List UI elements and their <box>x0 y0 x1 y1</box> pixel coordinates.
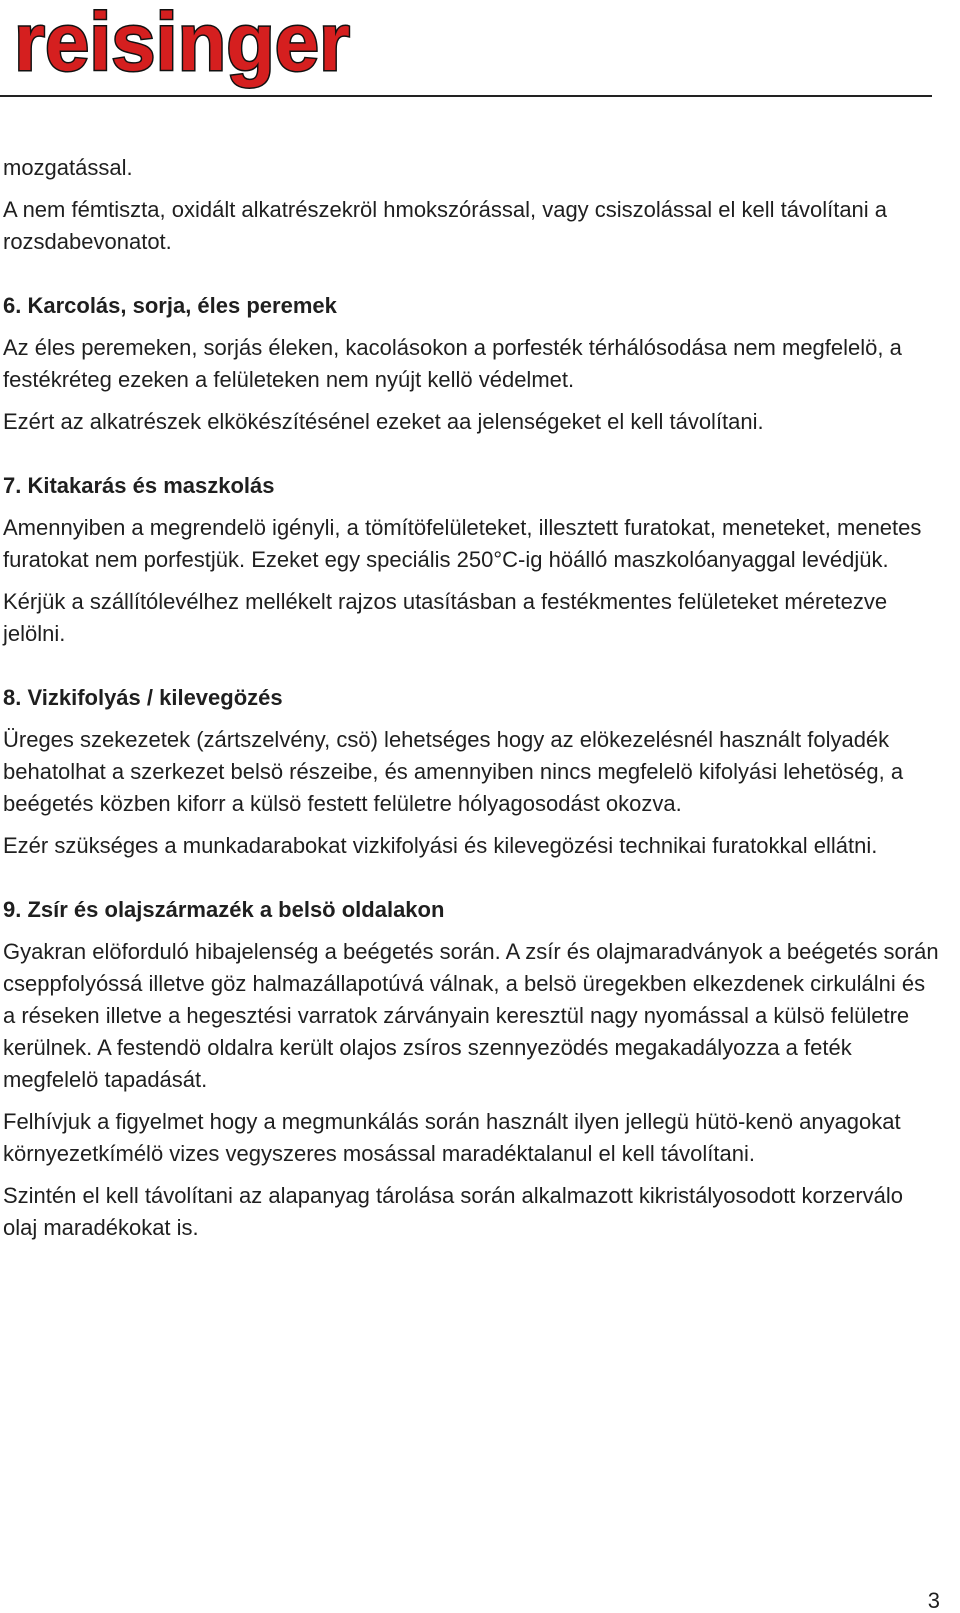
reisinger-logo <box>6 0 356 92</box>
section-heading: 8. Vizkifolyás / kilevegözés <box>3 685 283 710</box>
paragraph: mozgatással. <box>3 155 133 180</box>
paragraph: Szintén el kell távolítani az alapanyag tárolása során alkalmazott kikristályosodott korzerválo olaj maradékokat is. <box>3 1183 904 1240</box>
paragraph: A nem fémtiszta, oxidált alkatrészekröl hmokszórással, vagy csiszolással el kell távolítani a rozsdabevonatot. <box>3 197 888 254</box>
section-heading: 7. Kitakarás és maszkolás <box>3 473 275 498</box>
paragraph: Üreges szekezetek (zártszelvény, csö) lehetséges hogy az elökezelésnél használt folyadék behatolhat a szerkezet belsö részeibe, és amennyiben nincs megfelelö kifolyási lehetöség, a beégetés közben kiforr a külsö festett felületre hólyagosodást okozva. <box>3 727 904 816</box>
section-heading: 6. Karcolás, sorja, éles peremek <box>3 293 337 318</box>
page-header <box>0 0 960 100</box>
svg-text:reisinger: reisinger <box>14 0 350 88</box>
header-rule <box>0 95 932 97</box>
section-heading: 9. Zsír és olajszármazék a belsö oldalakon <box>3 897 445 922</box>
paragraph: Felhívjuk a figyelmet hogy a megmunkálás során használt ilyen jellegü hütö-kenö anyagokat környezetkímélö vizes vegyszeres mosással maradéktalanul el kell távolítani. <box>3 1109 901 1166</box>
paragraph: Kérjük a szállítólevélhez mellékelt rajzos utasításban a festékmentes felületeket méretezve jelölni. <box>3 589 888 646</box>
document-body <box>3 152 943 1244</box>
paragraph: Ezér szükséges a munkadarabokat vizkifolyási és kilevegözési technikai furatokkal ellátni. <box>3 833 878 858</box>
paragraph: Az éles peremeken, sorjás éleken, kacolásokon a porfesték térhálósodása nem megfelelö, a festékréteg ezeken a felületeken nem nyújt kellö védelmet. <box>3 335 902 392</box>
paragraph: Gyakran elöforduló hibajelenség a beégetés során. A zsír és olajmaradványok a beégetés során cseppfolyóssá illetve göz halmazállapotúvá válnak, a belsö üregekben elkezdenek cirkulálni és a réseken illetve a hegesztési varratok zárványain keresztül nagy nyomással a külsö felületre kerülnek. A festendö oldalra került olajos zsíros szennyezödés megakadályozza a feték megfelelö tapadását. <box>3 939 939 1092</box>
paragraph: Amennyiben a megrendelö igényli, a tömítöfelületeket, illesztett furatokat, meneteket, menetes furatokat nem porfestjük. Ezeket egy speciális 250°C-ig höálló maszkolóanyaggal levédjük. <box>3 515 922 572</box>
page-number: 3 <box>927 1588 940 1613</box>
paragraph: Ezért az alkatrészek elkökészítésénel ezeket aa jelenségeket el kell távolítani. <box>3 409 764 434</box>
